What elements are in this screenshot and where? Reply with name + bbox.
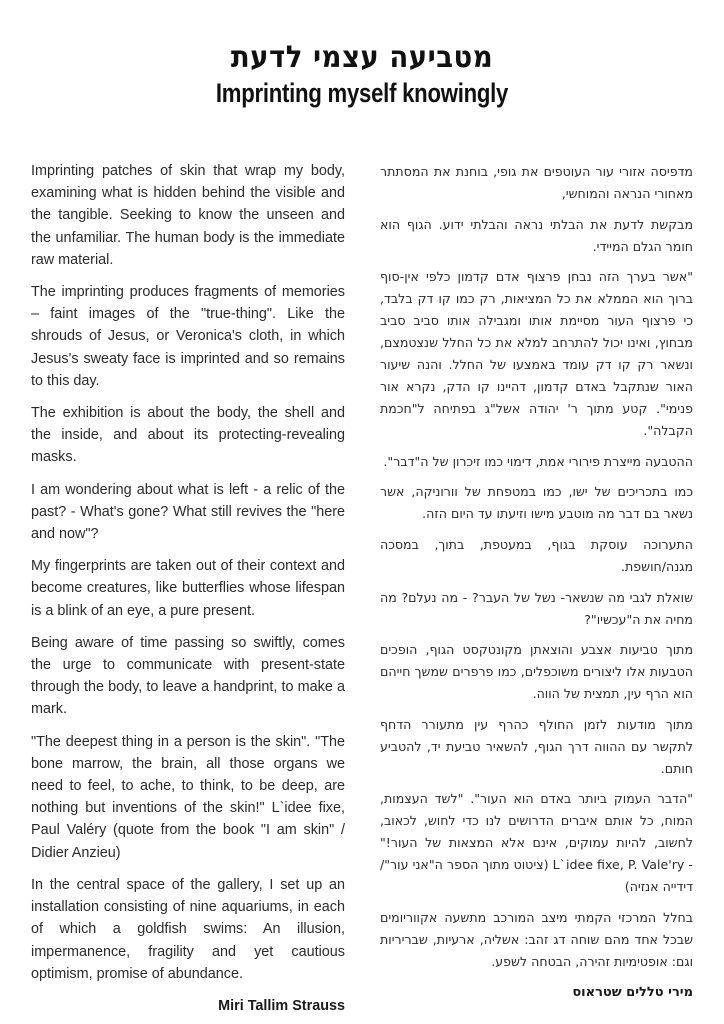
hebrew-paragraph: שואלת לגבי מה שנשאר- נשל של העבר? - מה נעלם? מה מחיה את ה"עכשיו"? bbox=[380, 589, 693, 627]
title-hebrew: מטביעה עצמי לדעת bbox=[230, 40, 494, 75]
hebrew-column bbox=[380, 161, 693, 1004]
title-english: Imprinting myself knowingly bbox=[215, 78, 509, 108]
english-paragraph: The imprinting produces fragments of memories – faint images of the "true-thing". Like the shrouds of Jesus, or Veronica's cloth, in which Jesus's sweaty face is imprinted and so remains to this day. bbox=[31, 284, 345, 389]
hebrew-paragraph: מדפיסה אזורי עור העוטפים את גופי, בוחנת את המסתתר מאחורי הנראה והמוחשי, bbox=[380, 164, 693, 201]
hebrew-paragraph: מבקשת לדעת את הבלתי נראה והבלתי ידוע. הגוף הוא חומר הגלם המיידי. bbox=[380, 216, 693, 254]
english-paragraph: "The deepest thing in a person is the skin". "The bone marrow, the brain, all those organs we need to feel, to ache, to think, to be deep, are nothing but inventions of the skin!" L`idee fixe, Paul Valéry (quote from the book "I am skin" / Didier Anzieu) bbox=[31, 733, 345, 861]
hebrew-paragraph: כמו בתכריכים של ישו, כמו במטפחת של וורוניקה, אשר נשאר בם דבר מה מוטבע מישו וזיעתו עד היום הזה. bbox=[380, 484, 693, 522]
hebrew-paragraph: מתוך מודעות לזמן החולף כהרף עין מתעורר הדחף לתקשר עם ההווה דרך הגוף, להשאיר טביעת יד, להטביע חותם. bbox=[380, 716, 693, 776]
english-paragraph: The exhibition is about the body, the shell and the inside, and about its protecting-revealing masks. bbox=[31, 405, 345, 466]
signature-hebrew: מירי טללים שטראוס bbox=[572, 984, 693, 1000]
document-header bbox=[0, 40, 724, 110]
hebrew-paragraph: ההטבעה מייצרת פירורי אמת, דימוי כמו זיכרון של ה"דבר". bbox=[383, 453, 693, 469]
english-paragraph: Imprinting patches of skin that wrap my body, examining what is hidden behind the visible and the tangible. Seeking to know the unseen and the unfamiliar. The human body is the immediate raw material. bbox=[31, 163, 345, 268]
hebrew-paragraph: התערוכה עוסקת בגוף, במעטפת, בתוך, במסכה מגנה/חושפת. bbox=[380, 536, 693, 574]
hebrew-paragraph: בחלל המרכזי הקמתי מיצב המורכב מתשעה אקווריומים שבכל אחד מהם שוחה דג זהב: אשליה, ארעיות, שבריריות וגם: אופטימיות זהירה, הבטחה לשפע. bbox=[380, 909, 693, 969]
english-paragraph: My fingerprints are taken out of their context and become creatures, like butterflies whose lifespan is a blink of an eye, a pure present. bbox=[31, 558, 345, 619]
signature-english: Miri Tallim Strauss bbox=[218, 997, 345, 1014]
english-paragraph: Being aware of time passing so swiftly, comes the urge to communicate with present-state through the body, to leave a handprint, to make a mark. bbox=[31, 634, 345, 718]
hebrew-paragraph: "הדבר העמוק ביותר באדם הוא העור". "לשד העצמות, המוח, כל אותם איברים הדרושים לנו כדי לחוש, לכאוב, לחשוב, להיות עמוקים, אינם אלא המצאות של העור!" ‪L`idee fixe, P. Vale'ry -‬ (ציטוט מתוך הספר ה"אני עור"/ דידייה אנזיה) bbox=[380, 791, 693, 895]
english-paragraph: In the central space of the gallery, I set up an installation consisting of nine aquariums, in each of which a goldfish swims: An illusion, impermanence, fragility and yet cautious optimism, promise of abundance. bbox=[31, 876, 345, 982]
hebrew-paragraph: מתוך טביעות אצבע והוצאתן מקונטקסט הגוף, הופכים הטבעות אלו ליצורים משוכפלים, כמו פרפרים שמשך חייהם הוא הרף עין, תמצית של הווה. bbox=[380, 642, 693, 702]
hebrew-paragraph: "אשר בערך הזה נבחן פרצוף אדם קדמון כלפי אין-סוף ברוך הוא הממלא את כל המציאות, רק כמו קו דק בלבד, כי פרצוף העור מסיימת אותו ומגבילה אותו סביב סביב מבחוץ, ואינו יכול להתרחב למלא את כל החלל שנצטמצם, ונשאר רק קו דק עומד באמצעו של החלל. והנה שיעור האור שנתקבל באדם קדמון, דהיינו קו הדק, נקרא אור פנימי". קטע מתוך ר' יהודה אשל"ג בפתיחה ל"חכמת הקבלה". bbox=[380, 269, 693, 439]
english-paragraph: I am wondering about what is left - a relic of the past? - What's gone? What still revives the "here and now"? bbox=[31, 481, 345, 543]
english-column bbox=[31, 160, 345, 1017]
